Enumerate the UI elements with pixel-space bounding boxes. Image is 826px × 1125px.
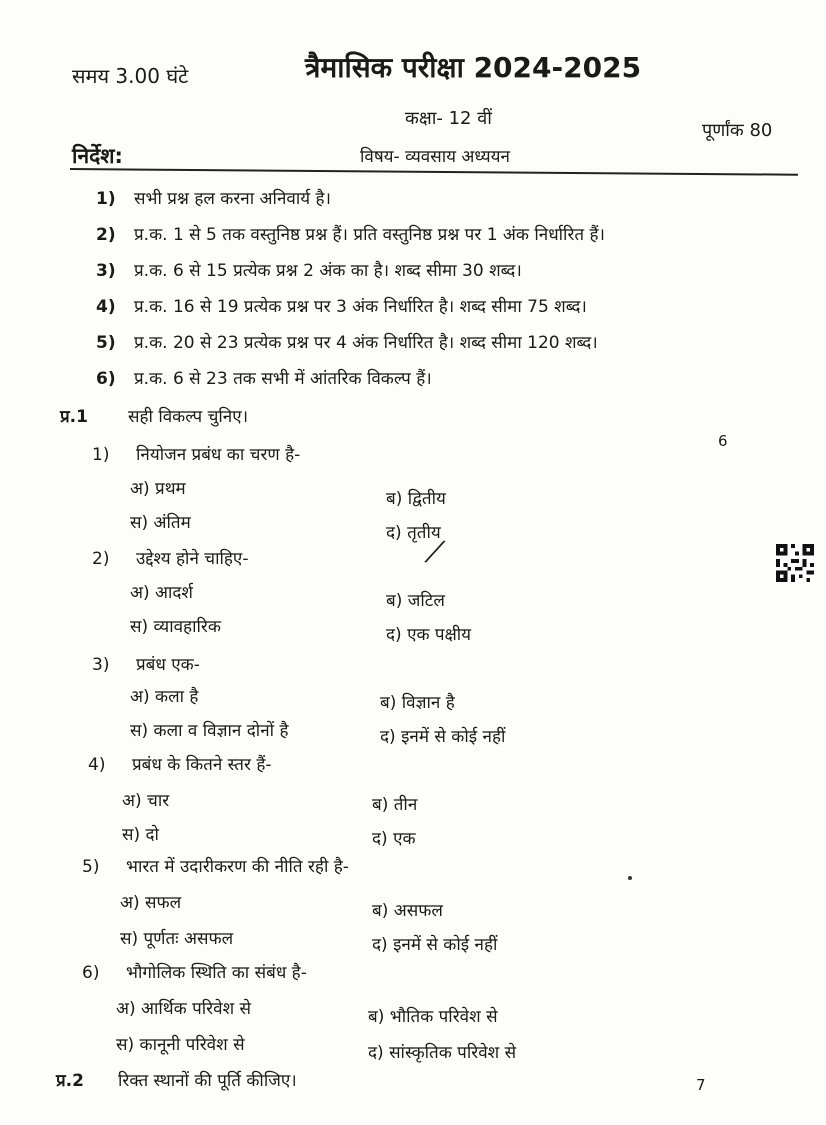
question-number: प्र.1	[60, 407, 88, 427]
sub-question: 1) नियोजन प्रबंध का चरण है-	[92, 445, 301, 465]
subject-label: विषय- व्यवसाय अध्ययन	[360, 147, 510, 167]
option: अ) कला है	[130, 687, 199, 707]
option: स) अंतिम	[130, 513, 191, 533]
pen-mark-icon: ╱	[424, 538, 445, 567]
sub-question: 5) भारत में उदारीकरण की नीति रही है-	[82, 857, 349, 877]
option: द) तृतीय	[386, 523, 441, 543]
question-text: सही विकल्प चुनिए।	[128, 407, 249, 427]
option: ब) द्वितीय	[386, 489, 446, 509]
option: द) इनमें से कोई नहीं	[380, 727, 506, 747]
question-marks: 6	[718, 432, 728, 450]
question-marks: 7	[696, 1076, 706, 1094]
sub-question: 4) प्रबंध के कितने स्तर हैं-	[88, 755, 272, 775]
instruction-item: 4) प्र.क. 16 से 19 प्रत्येक प्रश्न पर 3 अंक निर्धारित है। शब्द सीमा 75 शब्द।	[96, 297, 587, 317]
option: ब) जटिल	[386, 591, 445, 611]
instruction-item: 6) प्र.क. 6 से 23 तक सभी में आंतरिक विकल्प हैं।	[96, 369, 432, 389]
full-marks: पूर्णांक 80	[702, 120, 773, 141]
option: द) सांस्कृतिक परिवेश से	[368, 1043, 517, 1063]
option: अ) चार	[122, 791, 170, 811]
option: ब) तीन	[372, 795, 418, 815]
exam-title: त्रैमासिक परीक्षा 2024-2025	[305, 51, 642, 84]
sub-question: 6) भौगोलिक स्थिति का संबंध है-	[82, 963, 307, 983]
option: स) पूर्णतः असफल	[120, 929, 234, 949]
option: स) कानूनी परिवेश से	[116, 1035, 245, 1055]
option: द) एक पक्षीय	[386, 625, 472, 645]
option: ब) असफल	[372, 901, 443, 921]
class-label: कक्षा- 12 वीं	[405, 108, 492, 129]
qr-code-icon	[776, 544, 814, 582]
sub-question: 2) उद्देश्य होने चाहिए-	[92, 549, 249, 569]
question-number: प्र.2	[56, 1071, 84, 1091]
instruction-item: 1) सभी प्रश्न हल करना अनिवार्य है।	[96, 189, 331, 209]
sub-question: 3) प्रबंध एक-	[92, 655, 200, 675]
option: स) दो	[122, 825, 159, 845]
instruction-item: 2) प्र.क. 1 से 5 तक वस्तुनिष्ठ प्रश्न हैं। प्रति वस्तुनिष्ठ प्रश्न पर 1 अंक निर्धारित हैं।	[96, 225, 605, 245]
instruction-item: 3) प्र.क. 6 से 15 प्रत्येक प्रश्न 2 अंक का है। शब्द सीमा 30 शब्द।	[96, 261, 522, 281]
option: अ) आर्थिक परिवेश से	[116, 999, 252, 1019]
option: अ) सफल	[120, 893, 182, 913]
header-divider	[70, 168, 798, 176]
option: ब) भौतिक परिवेश से	[368, 1007, 498, 1027]
question-text: रिक्त स्थानों की पूर्ति कीजिए।	[118, 1071, 297, 1091]
option: स) व्यावहारिक	[130, 617, 221, 637]
option: स) कला व विज्ञान दोनों है	[130, 721, 289, 741]
option: अ) आदर्श	[130, 583, 193, 603]
option: द) इनमें से कोई नहीं	[372, 935, 498, 955]
option: अ) प्रथम	[130, 479, 186, 499]
ink-dot	[628, 876, 632, 880]
instructions-heading: निर्देश:	[72, 144, 123, 168]
option: द) एक	[372, 829, 416, 849]
exam-duration: समय 3.00 घंटे	[72, 64, 189, 88]
instruction-item: 5) प्र.क. 20 से 23 प्रत्येक प्रश्न पर 4 अंक निर्धारित है। शब्द सीमा 120 शब्द।	[96, 333, 598, 353]
option: ब) विज्ञान है	[380, 693, 455, 713]
